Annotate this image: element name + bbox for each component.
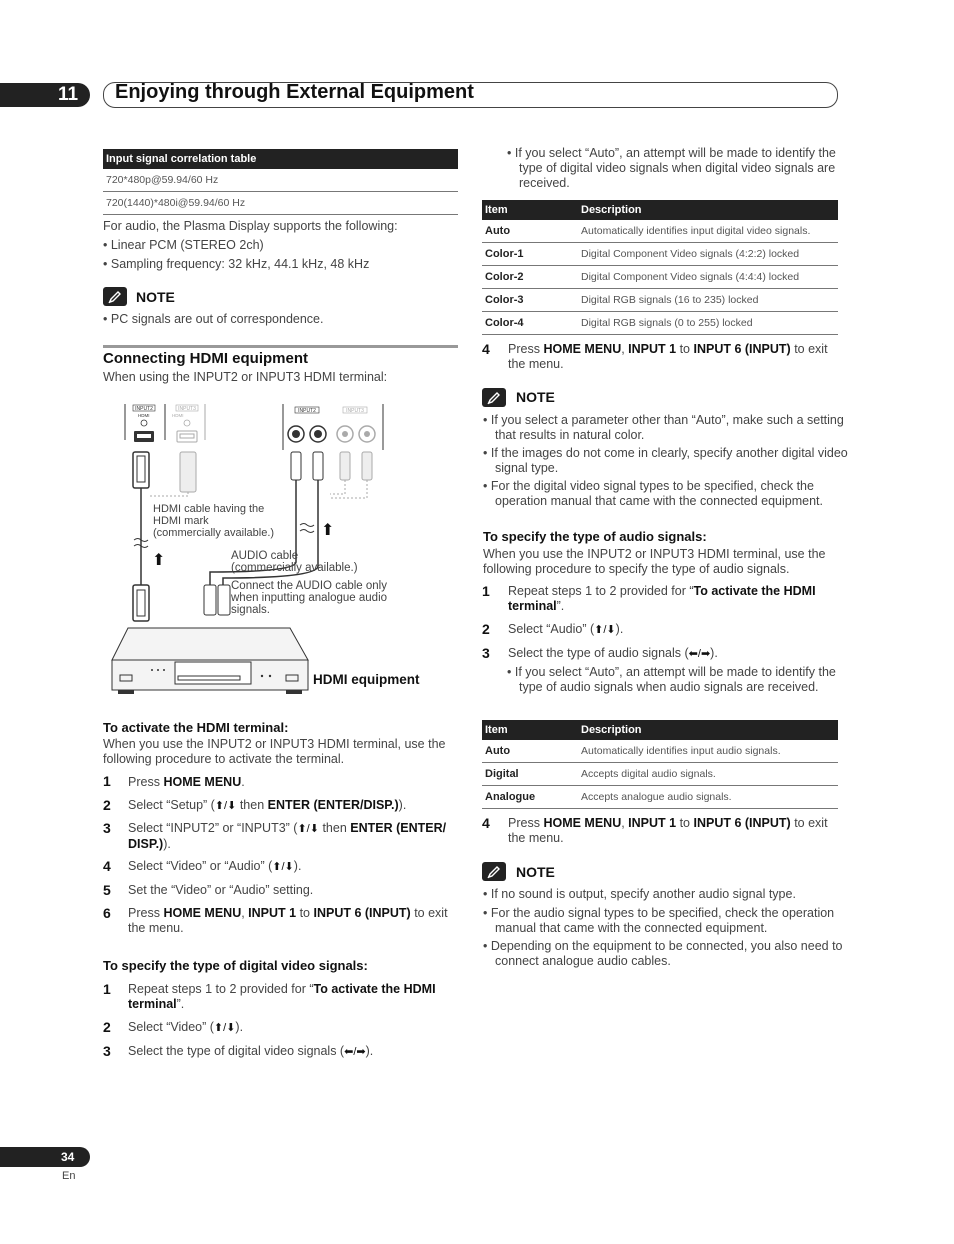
bullet-item: • If you select “Auto”, an attempt will be made to identify the type of audio signals when audio signals are received. xyxy=(507,665,836,694)
note-pencil-icon xyxy=(482,388,506,407)
audio-signal-table xyxy=(482,720,838,809)
hdmi-terminal-panel xyxy=(125,404,205,442)
up-down-arrow-icon: ⬆/⬇ xyxy=(297,823,319,835)
table-row: Color-4 Digital RGB signals (0 to 255) locked xyxy=(482,312,838,335)
section-intro: When you use the INPUT2 or INPUT3 HDMI terminal, use the following procedure to activate the terminal. xyxy=(103,737,446,766)
up-down-arrow-icon: ⬆/⬇ xyxy=(213,1022,236,1034)
equipment-label: HDMI equipment xyxy=(313,672,420,687)
note-label: NOTE xyxy=(516,389,555,405)
section-heading: Connecting HDMI equipment xyxy=(103,350,308,367)
audio-cable-label: AUDIO cable xyxy=(231,550,299,562)
hdmi-cable-label: HDMI cable having the xyxy=(153,503,265,515)
note-item: • Depending on the equipment to be connected, you also need to connect analogue audio cables. xyxy=(483,939,843,968)
section-divider xyxy=(103,345,458,348)
section-intro: When you use the INPUT2 or INPUT3 HDMI terminal, use the following procedure to specify the type of audio signals. xyxy=(483,547,826,576)
svg-text:INPUT3: INPUT3 xyxy=(178,406,196,412)
section-heading: To specify the type of audio signals: xyxy=(483,529,707,544)
step-text: Repeat steps 1 to 2 provided for “To activate the HDMI terminal”. xyxy=(508,584,816,613)
note-item: • For the digital video signal types to be specified, check the operation manual that came with the connected equipment. xyxy=(483,479,823,508)
table-row: Analogue Accepts analogue audio signals. xyxy=(482,786,838,809)
step-number: 1 xyxy=(482,583,490,599)
up-down-arrow-icon: ⬆/⬇ xyxy=(214,800,237,812)
step-text: Select “Video” or “Audio” (⬆/⬇). xyxy=(128,859,302,873)
svg-text:HDMI: HDMI xyxy=(138,413,150,418)
step-number: 3 xyxy=(103,820,111,836)
step-text: Select “Setup” (⬆/⬇ then ENTER (ENTER/DISP.)). xyxy=(128,798,407,812)
up-down-arrow-icon: ⬆/⬇ xyxy=(272,861,294,873)
step-text: Repeat steps 1 to 2 provided for “To activate the HDMI terminal”. xyxy=(128,982,436,1011)
section-intro: When using the INPUT2 or INPUT3 HDMI terminal: xyxy=(103,370,388,384)
step-number: 2 xyxy=(103,797,111,813)
step-text: Select “INPUT2” or “INPUT3” (⬆/⬇ then ENTER (ENTER/ DISP.)). xyxy=(128,821,447,851)
chapter-title: Enjoying through External Equipment xyxy=(115,81,474,103)
step-text: Select “Audio” (⬆/⬇). xyxy=(508,622,624,636)
note-item: • For the audio signal types to be specified, check the operation manual that came with the connected equipment. xyxy=(483,906,835,935)
video-signal-table xyxy=(482,200,838,335)
svg-text:HDMI mark: HDMI mark xyxy=(153,515,209,527)
svg-text:(commercially available.): (commercially available.) xyxy=(231,562,358,574)
step-number: 1 xyxy=(103,981,111,997)
svg-text:signals.: signals. xyxy=(231,604,270,616)
bullet-item: • If you select “Auto”, an attempt will be made to identify the type of digital video signals when digital video signals are received. xyxy=(507,146,836,190)
note-item: • PC signals are out of correspondence. xyxy=(103,312,324,326)
svg-text:when inputting analogue audio: when inputting analogue audio xyxy=(231,592,388,604)
bullet-item: • Linear PCM (STEREO 2ch) xyxy=(103,238,264,252)
audio-support-intro: For audio, the Plasma Display supports the following: xyxy=(103,219,398,233)
svg-text:(commercially available.): (commercially available.) xyxy=(153,527,275,539)
svg-text:INPUT2: INPUT2 xyxy=(298,408,316,414)
hdmi-equipment-device xyxy=(112,628,308,694)
page-number: 34 xyxy=(61,1150,75,1164)
input-signal-table xyxy=(103,149,458,215)
up-arrow-icon: ⬆ xyxy=(152,552,166,569)
step-number: 3 xyxy=(482,645,490,661)
svg-text:HDMI: HDMI xyxy=(172,413,184,418)
step-number: 1 xyxy=(103,773,111,789)
audio-terminal-panel xyxy=(283,404,383,450)
table-header: Description xyxy=(578,720,838,740)
step-number: 2 xyxy=(103,1019,111,1035)
audio-connect-note: Connect the AUDIO cable only xyxy=(231,580,387,592)
note-item: • If you select a parameter other than “Auto”, make such a setting that results in natural color. xyxy=(483,413,844,442)
step-number: 4 xyxy=(482,815,490,831)
step-text: Select “Video” (⬆/⬇). xyxy=(128,1020,244,1034)
table-row: Color-1 Digital Component Video signals (4:2:2) locked xyxy=(482,243,838,266)
left-right-arrow-icon: ⬅/➡ xyxy=(688,648,711,660)
language-code: En xyxy=(62,1170,76,1182)
bullet-item: • Sampling frequency: 32 kHz, 44.1 kHz, 48 kHz xyxy=(103,257,370,271)
up-down-arrow-icon: ⬆/⬇ xyxy=(594,624,616,636)
step-number: 4 xyxy=(482,341,490,357)
table-cell: 720*480p@59.94/60 Hz xyxy=(103,169,458,192)
step-number: 4 xyxy=(103,858,111,874)
step-text: Press HOME MENU. xyxy=(128,775,245,789)
note-pencil-icon xyxy=(103,287,127,306)
table-header: Item xyxy=(482,720,578,740)
section-heading: To specify the type of digital video signals: xyxy=(103,958,368,973)
step-text: Set the “Video” or “Audio” setting. xyxy=(128,883,314,897)
table-row: Color-3 Digital RGB signals (16 to 235) locked xyxy=(482,289,838,312)
table-cell: 720(1440)*480i@59.94/60 Hz xyxy=(103,192,458,215)
note-label: NOTE xyxy=(136,289,175,305)
step-text: Select the type of audio signals (⬅/➡). xyxy=(508,646,718,660)
step-text: Select the type of digital video signals (⬅/➡). xyxy=(128,1044,374,1058)
table-row: Auto Automatically identifies input digital video signals. xyxy=(482,220,838,243)
step-text: Press HOME MENU, INPUT 1 to INPUT 6 (INPUT) to exit the menu. xyxy=(508,816,828,845)
table-header: Item xyxy=(482,200,578,220)
table-row: Digital Accepts digital audio signals. xyxy=(482,763,838,786)
step-number: 2 xyxy=(482,621,490,637)
step-number: 6 xyxy=(103,905,111,921)
table-header: Input signal correlation table xyxy=(103,149,458,169)
up-arrow-icon: ⬆ xyxy=(321,522,335,539)
note-pencil-icon xyxy=(482,862,506,881)
table-header: Description xyxy=(578,200,838,220)
table-row: Color-2 Digital Component Video signals (4:4:4) locked xyxy=(482,266,838,289)
note-label: NOTE xyxy=(516,864,555,880)
page-number-badge xyxy=(0,1147,90,1167)
svg-text:INPUT2: INPUT2 xyxy=(135,406,153,412)
table-row: Auto Automatically identifies input audio signals. xyxy=(482,740,838,763)
step-number: 3 xyxy=(103,1043,111,1059)
svg-text:INPUT3: INPUT3 xyxy=(346,408,364,414)
left-right-arrow-icon: ⬅/➡ xyxy=(344,1046,366,1058)
step-text: Press HOME MENU, INPUT 1 to INPUT 6 (INPUT) to exit the menu. xyxy=(508,342,828,371)
hdmi-connection-diagram xyxy=(100,390,460,700)
step-number: 5 xyxy=(103,882,111,898)
step-text: Press HOME MENU, INPUT 1 to INPUT 6 (INPUT) to exit the menu. xyxy=(128,906,448,935)
note-item: • If no sound is output, specify another audio signal type. xyxy=(483,887,796,901)
note-item: • If the images do not come in clearly, specify another digital video signal type. xyxy=(483,446,848,475)
section-heading: To activate the HDMI terminal: xyxy=(103,720,289,735)
chapter-number: 11 xyxy=(58,84,79,105)
